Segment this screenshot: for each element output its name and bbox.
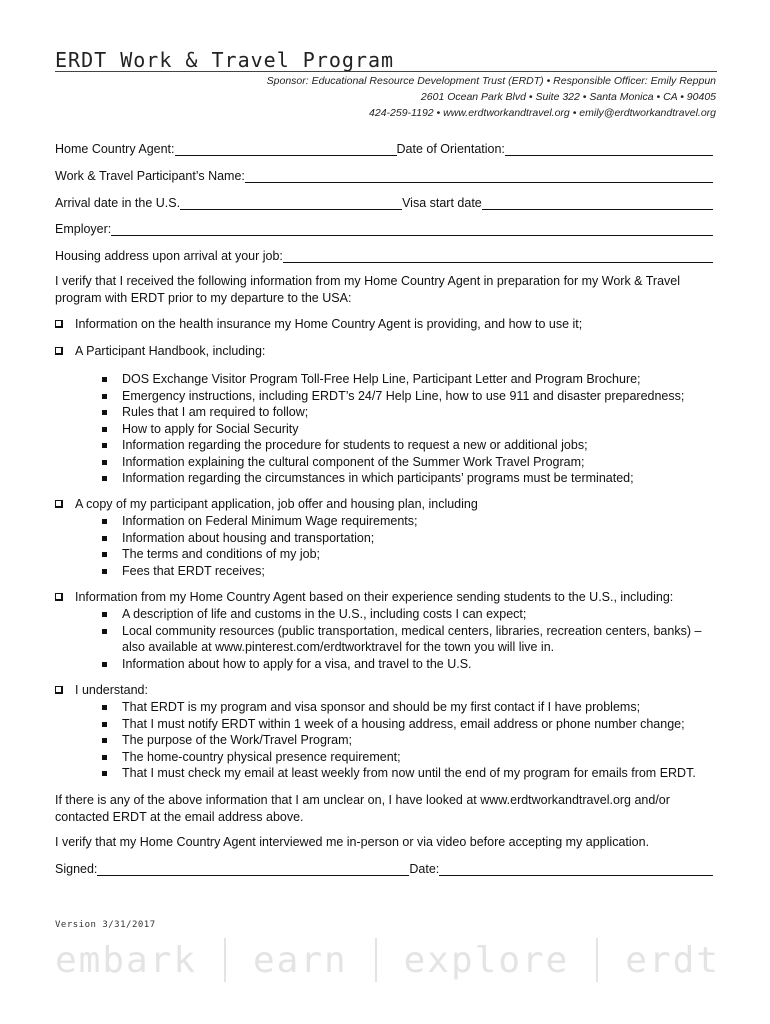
tagline-divider (596, 938, 598, 982)
employer-field[interactable] (111, 221, 713, 236)
home-country-agent-label: Home Country Agent: (55, 142, 175, 156)
handbook-item (55, 344, 265, 358)
date-of-orientation-label: Date of Orientation: (396, 142, 505, 156)
list-item: The purpose of the Work/Travel Program; (100, 732, 720, 749)
application-checkbox[interactable] (55, 500, 63, 508)
list-item: Rules that I am required to follow; (100, 404, 720, 421)
contact-line: 424-259-1192 • www.erdtworkandtravel.org • emily@erdtworkandtravel.org (369, 107, 716, 119)
housing-address-field[interactable] (283, 248, 713, 263)
application-list (100, 513, 720, 579)
agent-info-label: Information from my Home Country Agent based on their experience sending students to the U.S., including: (75, 590, 674, 604)
signature-field[interactable] (97, 861, 409, 876)
version-text: Version 3/31/2017 (55, 920, 156, 930)
sponsor-line: Sponsor: Educational Resource Development Trust (ERDT) • Responsible Officer: Emily Reppun (266, 75, 716, 87)
unclear-paragraph: If there is any of the above information that I am unclear on, I have looked at www.erdtworkandtravel.org and/or contacted ERDT at the email address above. (55, 793, 670, 824)
field-row-dates (55, 192, 713, 210)
application-item (55, 497, 478, 511)
title-divider (55, 71, 717, 72)
visa-start-date-label: Visa start date (402, 196, 482, 210)
employer-label: Employer: (55, 222, 112, 236)
health-insurance-label: Information on the health insurance my Home Country Agent is providing, and how to use it; (75, 317, 583, 331)
home-country-agent-field[interactable] (175, 141, 397, 156)
sponsor-block (267, 73, 716, 121)
list-item: That I must check my email at least weekly from now until the end of my program for emails from ERDT. (100, 765, 720, 782)
tagline-word: erdt (625, 939, 720, 981)
tagline-word: explore (403, 939, 570, 981)
field-row-agent (55, 138, 713, 156)
housing-address-label: Housing address upon arrival at your job: (55, 249, 283, 263)
health-insurance-checkbox[interactable] (55, 320, 63, 328)
date-label: Date: (409, 862, 440, 876)
signed-label: Signed: (55, 862, 98, 876)
agent-info-checkbox[interactable] (55, 593, 63, 601)
list-item: Emergency instructions, including ERDT’s 24/7 Help Line, how to use 911 and disaster preparedness; (100, 388, 720, 405)
tagline-word: embark (55, 939, 198, 981)
handbook-list (100, 371, 720, 487)
tagline-divider (224, 938, 226, 982)
arrival-date-label: Arrival date in the U.S. (55, 196, 181, 210)
date-field[interactable] (439, 861, 713, 876)
list-item: DOS Exchange Visitor Program Toll-Free Help Line, Participant Letter and Program Brochure; (100, 371, 720, 388)
list-item: Information on Federal Minimum Wage requirements; (100, 513, 720, 530)
list-item: Information about housing and transportation; (100, 530, 720, 547)
page-title: ERDT Work & Travel Program (55, 48, 395, 72)
handbook-label: A Participant Handbook, including: (75, 344, 266, 358)
application-label: A copy of my participant application, job offer and housing plan, including (75, 497, 478, 511)
list-item: How to apply for Social Security (100, 421, 720, 438)
tagline (55, 938, 720, 982)
understand-list (100, 699, 720, 782)
participant-name-label: Work & Travel Participant’s Name: (55, 169, 245, 183)
health-insurance-item (55, 317, 582, 331)
arrival-date-field[interactable] (180, 195, 402, 210)
agent-info-list (100, 606, 720, 672)
intro-paragraph: I verify that I received the following information from my Home Country Agent in preparation for my Work & Travel program with ERDT prior to my departure to the USA: (55, 274, 681, 305)
participant-name-field[interactable] (245, 168, 713, 183)
list-item: That I must notify ERDT within 1 week of a housing address, email address or phone number change; (100, 716, 720, 733)
list-item: Information regarding the procedure for students to request a new or additional jobs; (100, 437, 720, 454)
list-item: Information explaining the cultural component of the Summer Work Travel Program; (100, 454, 720, 471)
verify-interview-paragraph: I verify that my Home Country Agent interviewed me in-person or via video before accepting my application. (55, 835, 650, 849)
list-item: That ERDT is my program and visa sponsor and should be my first contact if I have problems; (100, 699, 720, 716)
address-line: 2601 Ocean Park Blvd • Suite 322 • Santa Monica • CA • 90405 (420, 91, 716, 103)
understand-checkbox[interactable] (55, 686, 63, 694)
list-item: A description of life and customs in the U.S., including costs I can expect; (100, 606, 720, 623)
signature-row (55, 858, 713, 876)
tagline-word: earn (252, 939, 348, 981)
visa-start-date-field[interactable] (482, 195, 713, 210)
list-item: Fees that ERDT receives; (100, 563, 720, 580)
agent-info-item (55, 590, 673, 604)
field-row-name (55, 165, 713, 183)
list-item: Local community resources (public transportation, medical centers, libraries, recreation centers, banks) – also available at www.pinterest.com/erdtworktravel for the town you will live in. (100, 623, 720, 656)
list-item: Information regarding the circumstances in which participants’ programs must be terminated; (100, 470, 720, 487)
list-item: The home-country physical presence requirement; (100, 749, 720, 766)
handbook-checkbox[interactable] (55, 347, 63, 355)
tagline-divider (375, 938, 377, 982)
date-of-orientation-field[interactable] (505, 141, 713, 156)
list-item: Information about how to apply for a visa, and travel to the U.S. (100, 656, 720, 673)
list-item: The terms and conditions of my job; (100, 546, 720, 563)
field-row-employer (55, 218, 713, 236)
understand-label: I understand: (75, 683, 148, 697)
understand-item (55, 683, 148, 697)
field-row-housing (55, 245, 713, 263)
